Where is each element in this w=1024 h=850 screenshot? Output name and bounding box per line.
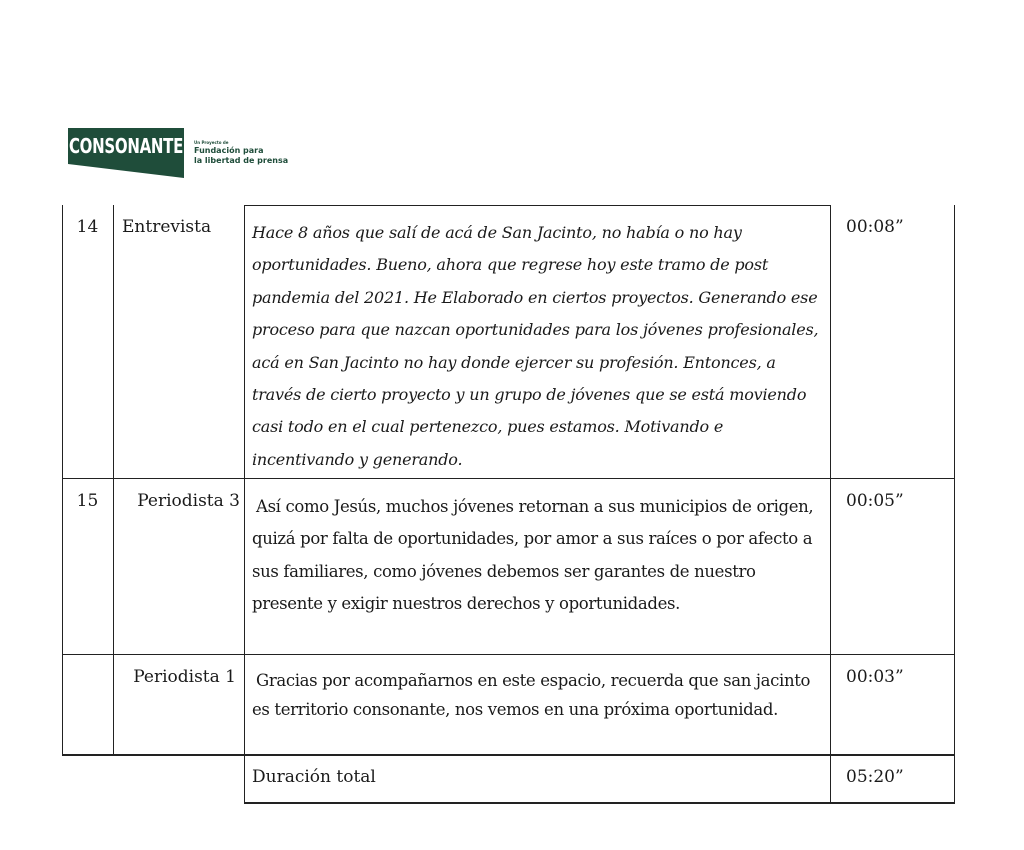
- table-col-border: [954, 205, 955, 803]
- row-duration: 00:05”: [846, 491, 904, 511]
- row-speaker: Entrevista: [122, 217, 212, 237]
- logo-wordmark: CONSONANTE: [68, 133, 184, 159]
- logo-tagline-small: Un Proyecto de: [194, 140, 229, 145]
- logo-wordmark-box: [68, 128, 184, 178]
- row-speaker: Periodista 1: [133, 667, 236, 687]
- table-row-divider: [62, 754, 955, 756]
- row-number: 15: [76, 491, 99, 511]
- table-col-border: [830, 205, 831, 803]
- table-row-divider: [62, 654, 955, 655]
- row-number: 14: [76, 217, 99, 237]
- table-row-divider: [62, 478, 955, 479]
- logo-tagline-line1: Fundación para: [194, 146, 264, 155]
- table-border-bottom: [244, 802, 955, 804]
- table-col-border: [244, 205, 245, 803]
- row-duration: 00:08”: [846, 217, 904, 237]
- row-duration: 00:03”: [846, 667, 904, 687]
- consonante-logo: [68, 128, 288, 178]
- total-label: Duración total: [252, 767, 376, 787]
- row-text: Así como Jesús, muchos jóvenes retornan a sus municipios de origen, quizá por falta de oportunidades, por amor a sus raíces o por afecto a sus familiares, como jóvenes debemos ser garantes de nuestro presente y exigir nuestros derechos y oportunidades.: [252, 497, 814, 614]
- row-text: Gracias por acompañarnos en este espacio, recuerda que san jacinto es territorio consonante, nos vemos en una próxima oportunidad.: [252, 671, 811, 719]
- logo-tagline: [194, 140, 288, 166]
- table-border-top: [244, 205, 830, 206]
- logo-tagline-line2: la libertad de prensa: [194, 156, 289, 165]
- table-col-border: [62, 205, 63, 754]
- row-text: Hace 8 años que salí de acá de San Jacinto, no había o no hay oportunidades. Bueno, ahora que regrese hoy este tramo de post pandemia del 2021. He Elaborado en ciertos proyectos. Generando ese proceso para que nazcan oportunidades para los jóvenes profesionales, acá en San Jacinto no hay donde ejercer su profesión. Entonces, a través de cierto proyecto y un grupo de jóvenes que se está moviendo casi todo en el cual pertenezco, pues estamos. Motivando e incentivando y generando.: [252, 223, 819, 469]
- row-speaker: Periodista 3: [137, 491, 240, 511]
- total-duration: 05:20”: [846, 767, 904, 787]
